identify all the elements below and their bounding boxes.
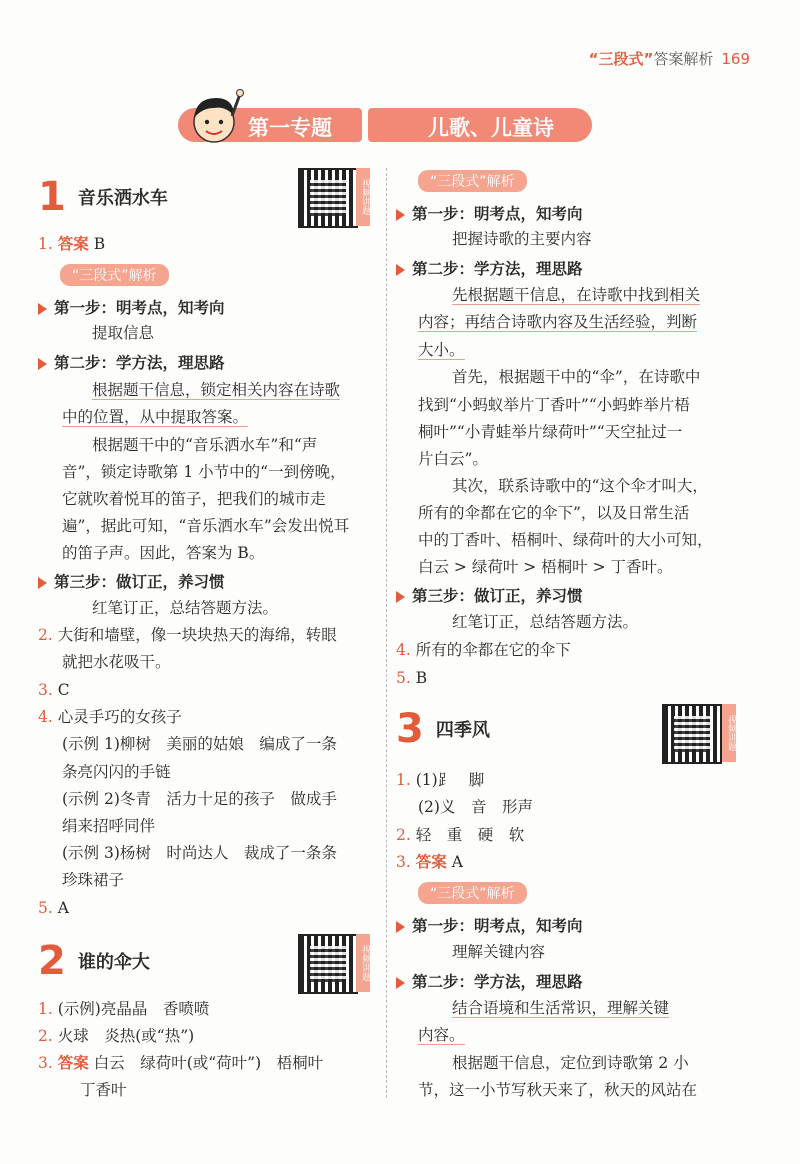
answer-line: 2. 大街和墙壁，像一块块热天的海绵，转眼 — [38, 626, 337, 644]
page-number: 169 — [721, 50, 750, 68]
step-2: 第二步：学方法，理思路 — [396, 970, 583, 992]
step-text: 内容。 — [418, 1026, 465, 1044]
paragraph-line: 其次，联系诗歌中的“这个伞才叫大， — [452, 477, 708, 495]
paragraph-line: 根据题干信息，定位到诗歌第 2 小 — [452, 1054, 689, 1072]
paragraph-line: 白云 > 绿荷叶 > 梧桐叶 > 丁香叶。 — [418, 558, 673, 576]
banner-subject: 儿歌、儿童诗 — [428, 116, 554, 140]
example-line: 条亮闪闪的手链 — [62, 763, 171, 781]
answer-line: 2. 火球 炎热(或“热”) — [38, 1027, 195, 1045]
qr-code-icon[interactable] — [662, 704, 722, 764]
step-1: 第一步：明考点，知考向 — [396, 914, 583, 936]
answer-line: 1. 答案 B — [38, 234, 106, 253]
qr-code-icon[interactable] — [298, 934, 358, 994]
step-2: 第二步：学方法，理思路 — [38, 351, 225, 373]
header-title: 答案解析 — [653, 50, 714, 68]
step-3: 第三步：做订正，养习惯 — [38, 570, 225, 592]
section-number: 2 — [38, 938, 66, 984]
analysis-tag: “三段式”解析 — [418, 882, 527, 904]
example-line: (示例 1)柳树 美丽的姑娘 编成了一条 — [62, 735, 337, 753]
section-title: 音乐洒水车 — [77, 188, 168, 209]
paragraph-line: 根据题干中的“音乐洒水车”和“声 — [92, 436, 318, 454]
example-line: 绢来招呼同伴 — [62, 817, 156, 835]
analysis-tag: “三段式”解析 — [418, 170, 527, 192]
qr-code-icon[interactable] — [298, 168, 358, 228]
paragraph-line: 节，这一小节写秋天来了，秋天的风站在 — [418, 1081, 698, 1099]
brand-label: “三段式” — [588, 50, 654, 68]
step-1: 第一步：明考点，知考向 — [38, 296, 225, 318]
example-line: 珍珠裙子 — [62, 871, 125, 889]
answer-line: 丁香叶 — [80, 1081, 127, 1099]
step-text: 红笔订正，总结答题方法。 — [92, 599, 279, 617]
section-3-heading — [396, 706, 490, 752]
paragraph-line: 中的丁香叶、梧桐叶、绿荷叶的大小可知， — [418, 531, 713, 549]
section-number: 1 — [38, 174, 66, 220]
banner-subject-box — [368, 108, 592, 142]
step-text: 红笔订正，总结答题方法。 — [452, 613, 639, 631]
banner-topic: 第一专题 — [248, 116, 332, 140]
paragraph-line: 它就吹着悦耳的笛子，把我们的城市走 — [62, 490, 326, 508]
qr-label: 视频讲题 — [356, 934, 370, 992]
section-title: 四季风 — [435, 720, 490, 741]
step-text: 大小。 — [418, 341, 465, 359]
column-divider — [386, 168, 387, 1098]
step-3: 第三步：做订正，养习惯 — [396, 584, 583, 606]
answer-line: 3. 答案 A — [396, 852, 463, 871]
step-text: 中的位置，从中提取答案。 — [62, 408, 249, 426]
qr-label: 视频讲题 — [356, 168, 370, 226]
step-2: 第二步：学方法，理思路 — [396, 257, 583, 279]
paragraph-line: 所有的伞都在它的伞下”，以及日常生活 — [418, 504, 690, 522]
page-header — [589, 48, 750, 69]
section-title: 谁的伞大 — [77, 952, 150, 973]
answer-line: 5. B — [396, 669, 428, 687]
step-text: 把握诗歌的主要内容 — [452, 230, 592, 248]
step-1: 第一步：明考点，知考向 — [396, 202, 583, 224]
paragraph-line: 音”，锁定诗歌第 1 小节中的“一到傍晚， — [62, 463, 346, 481]
answer-line: 5. A — [38, 899, 69, 917]
answer-line: 就把水花吸干。 — [62, 653, 171, 671]
paragraph-line: 找到“小蚂蚁举片丁香叶”“小蚂蚱举片梧 — [418, 396, 690, 414]
step-text: 理解关键内容 — [452, 943, 546, 961]
step-text: 先根据题干信息，在诗歌中找到相关 — [452, 286, 701, 304]
paragraph-line: 遍”，据此可知，“音乐洒水车”会发出悦耳 — [62, 517, 350, 535]
answer-line: 4. 心灵手巧的女孩子 — [38, 708, 182, 726]
section-2-heading — [38, 938, 150, 984]
section-1-heading — [38, 174, 168, 220]
answer-line: 1. (示例)亮晶晶 香喷喷 — [38, 1000, 210, 1018]
example-line: (示例 3)杨树 时尚达人 裁成了一条条 — [62, 844, 337, 862]
answer-line: 3. 答案 白云 绿荷叶(或“荷叶”) 梧桐叶 — [38, 1053, 324, 1072]
answer-line: 4. 所有的伞都在它的伞下 — [396, 641, 571, 659]
step-text: 结合语境和生活常识，理解关键 — [452, 999, 670, 1017]
step-text: 根据题干信息，锁定相关内容在诗歌 — [92, 381, 341, 399]
paragraph-line: 首先，根据题干中的“伞”，在诗歌中 — [452, 368, 701, 386]
answer-line: (2)义 音 形声 — [418, 798, 533, 816]
section-number: 3 — [396, 706, 424, 752]
qr-label: 视频讲题 — [722, 704, 736, 762]
answer-line: 3. C — [38, 681, 70, 699]
answer-line: 2. 轻 重 硬 软 — [396, 826, 525, 844]
analysis-tag: “三段式”解析 — [60, 264, 169, 286]
paragraph-line: 片白云”。 — [418, 450, 488, 468]
paragraph-line: 桐叶”“小青蛙举片绿荷叶”“天空扯过一 — [418, 423, 683, 441]
answer-line: 1. (1)⻊ 脚 — [396, 771, 485, 789]
example-line: (示例 2)冬青 活力十足的孩子 做成手 — [62, 790, 337, 808]
step-text: 内容；再结合诗歌内容及生活经验，判断 — [418, 313, 698, 331]
boy-mascot-icon — [186, 86, 246, 150]
step-text: 提取信息 — [92, 324, 155, 342]
paragraph-line: 的笛子声。因此，答案为 B。 — [62, 544, 265, 562]
